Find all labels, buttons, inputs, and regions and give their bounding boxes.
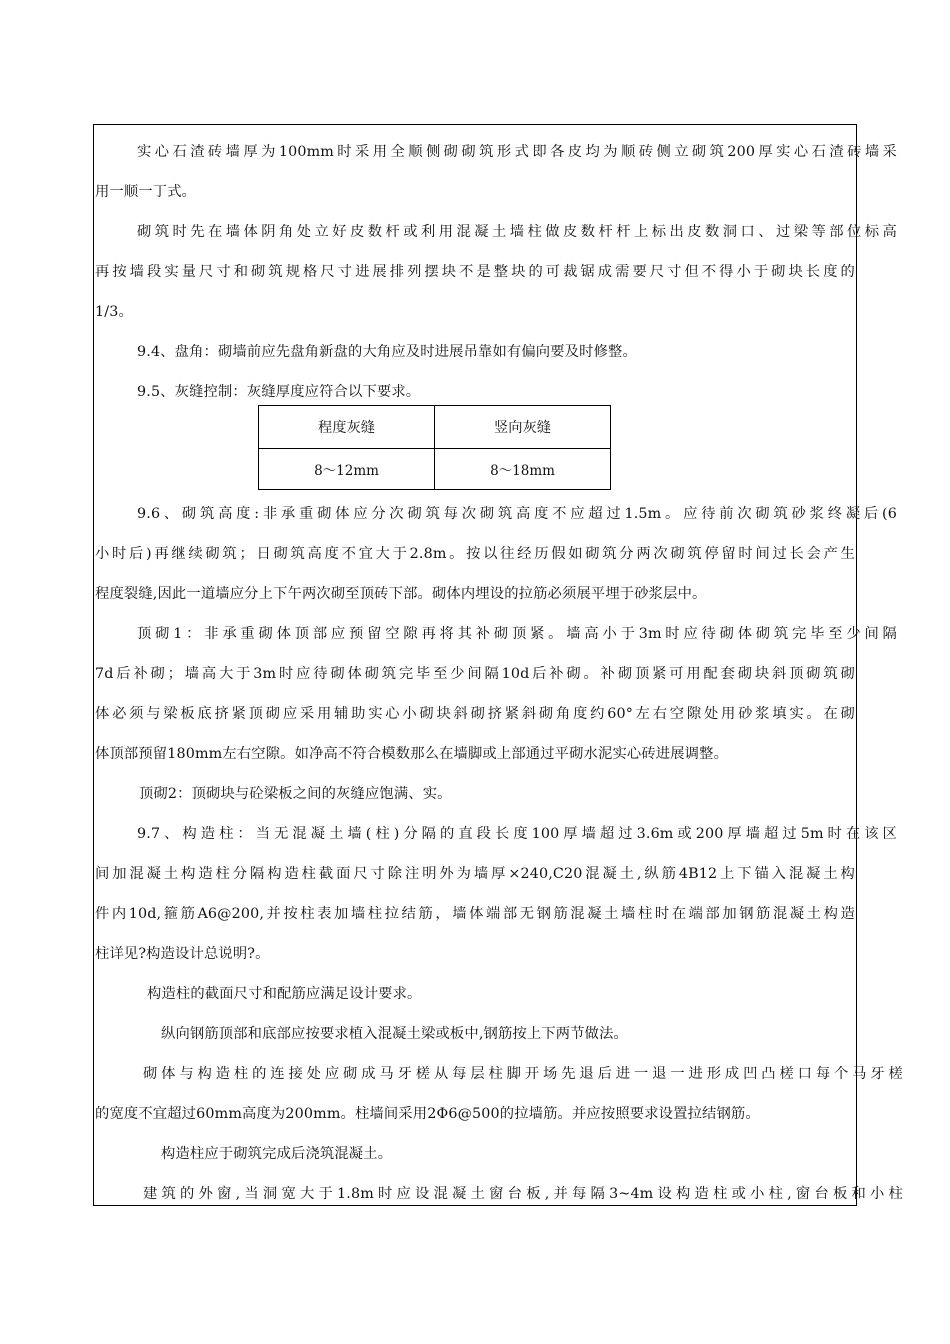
text-line: 砌体与构造柱的连接处应砌成马牙槎从每层柱脚开场先退后进一退一进形成凹凸槎口每个马牙槎	[143, 1066, 903, 1082]
table-value-vertical: 8～18mm	[435, 449, 611, 490]
text-line: 纵向钢筋顶部和底部应按要求植入混凝土梁或板中,钢筋按上下两节做法。	[161, 1026, 628, 1042]
text-line: 建筑的外窗,当洞宽大于1.8m时应设混凝土窗台板,并每隔3~4m设构造柱或小柱,窗台板和小柱	[143, 1186, 903, 1202]
text-line: 体必须与梁板底挤紧顶砌应采用辅助实心小砌块斜砌挤紧斜砌角度约60°左右空隙处用砂浆填实。在砌	[95, 706, 855, 722]
text-line: 构造柱应于砌筑完成后浇筑混凝土。	[161, 1146, 393, 1162]
text-line: 实心石渣砖墙厚为100mm时采用全顺侧砌砌筑形式即各皮均为顺砖侧立砌筑200厚实心石渣砖墙采	[137, 144, 897, 160]
text-line: 柱详见?构造设计总说明?。	[95, 946, 270, 962]
text-line: 砌筑时先在墙体阴角处立好皮数杆或利用混凝土墙柱做皮数杆杆上标出皮数洞口、过梁等部位标高	[137, 224, 897, 240]
text-line: 构造柱的截面尺寸和配筋应满足设计要求。	[147, 986, 422, 1002]
table-header-vertical: 竖向灰缝	[435, 406, 611, 449]
section-9-5: 9.5、灰缝控制：灰缝厚度应符合以下要求。	[137, 384, 421, 400]
text-line: 件内10d,箍筋A6@200,并按柱表加墙柱拉结筋，墙体端部无钢筋混凝土墙柱时在端部加钢筋混凝土构造	[95, 906, 855, 922]
table-header-horizontal: 程度灰缝	[259, 406, 435, 449]
mortar-joint-table	[258, 405, 611, 490]
section-9-6: 9.6、砌筑高度:非承重砌体应分次砌筑每次砌筑高度不应超过1.5m。应待前次砌筑砂浆终凝后(6	[137, 506, 897, 522]
top-course-2: 顶砌2：顶砌块与砼梁板之间的灰缝应饱满、实。	[139, 786, 452, 802]
text-line: 1/3。	[95, 304, 133, 320]
text-line: 再按墙段实量尺寸和砌筑规格尺寸进展排列摆块不是整块的可裁锯成需要尺寸但不得小于砌块长度的	[95, 264, 855, 280]
text-line: 小时后)再继续砌筑；日砌筑高度不宜大于2.8m。按以往经历假如砌筑分两次砌筑停留时间过长会产生	[95, 546, 855, 562]
text-line: 用一顺一丁式。	[95, 184, 197, 200]
table-value-horizontal: 8～12mm	[259, 449, 435, 490]
text-line: 7d后补砌；墙高大于3m时应待砌体砌筑完毕至少间隔10d后补砌。补砌顶紧可用配套砌块斜顶砌筑砌	[95, 666, 855, 682]
text-line: 的宽度不宜超过60mm高度为200mm。柱墙间采用2Φ6@500的拉墙筋。并应按照要求设置拉结钢筋。	[95, 1106, 760, 1122]
text-line: 体顶部预留180mm左右空隙。如净高不符合模数那么在墙脚或上部通过平砌水泥实心砖进展调整。	[95, 746, 729, 762]
text-line: 程度裂缝,因此一道墙应分上下午两次砌至顶砖下部。砌体内埋设的拉筋必须展平埋于砂浆层中。	[95, 586, 707, 602]
section-9-4: 9.4、盘角：砌墙前应先盘角新盘的大角应及时进展吊靠如有偏向要及时修整。	[137, 344, 637, 360]
text-line: 间加混凝土构造柱分隔构造柱截面尺寸除注明外为墙厚×240,C20混凝土,纵筋4B12上下锚入混凝土构	[95, 866, 855, 882]
top-course-1: 顶砌1：非承重砌体顶部应预留空隙再将其补砌顶紧。墙高小于3m时应待砌体砌筑完毕至少间隔	[137, 626, 897, 642]
section-9-7: 9.7、构造柱：当无混凝土墙(柱)分隔的直段长度100厚墙超过3.6m或200厚墙超过5m时在该区	[137, 826, 897, 842]
